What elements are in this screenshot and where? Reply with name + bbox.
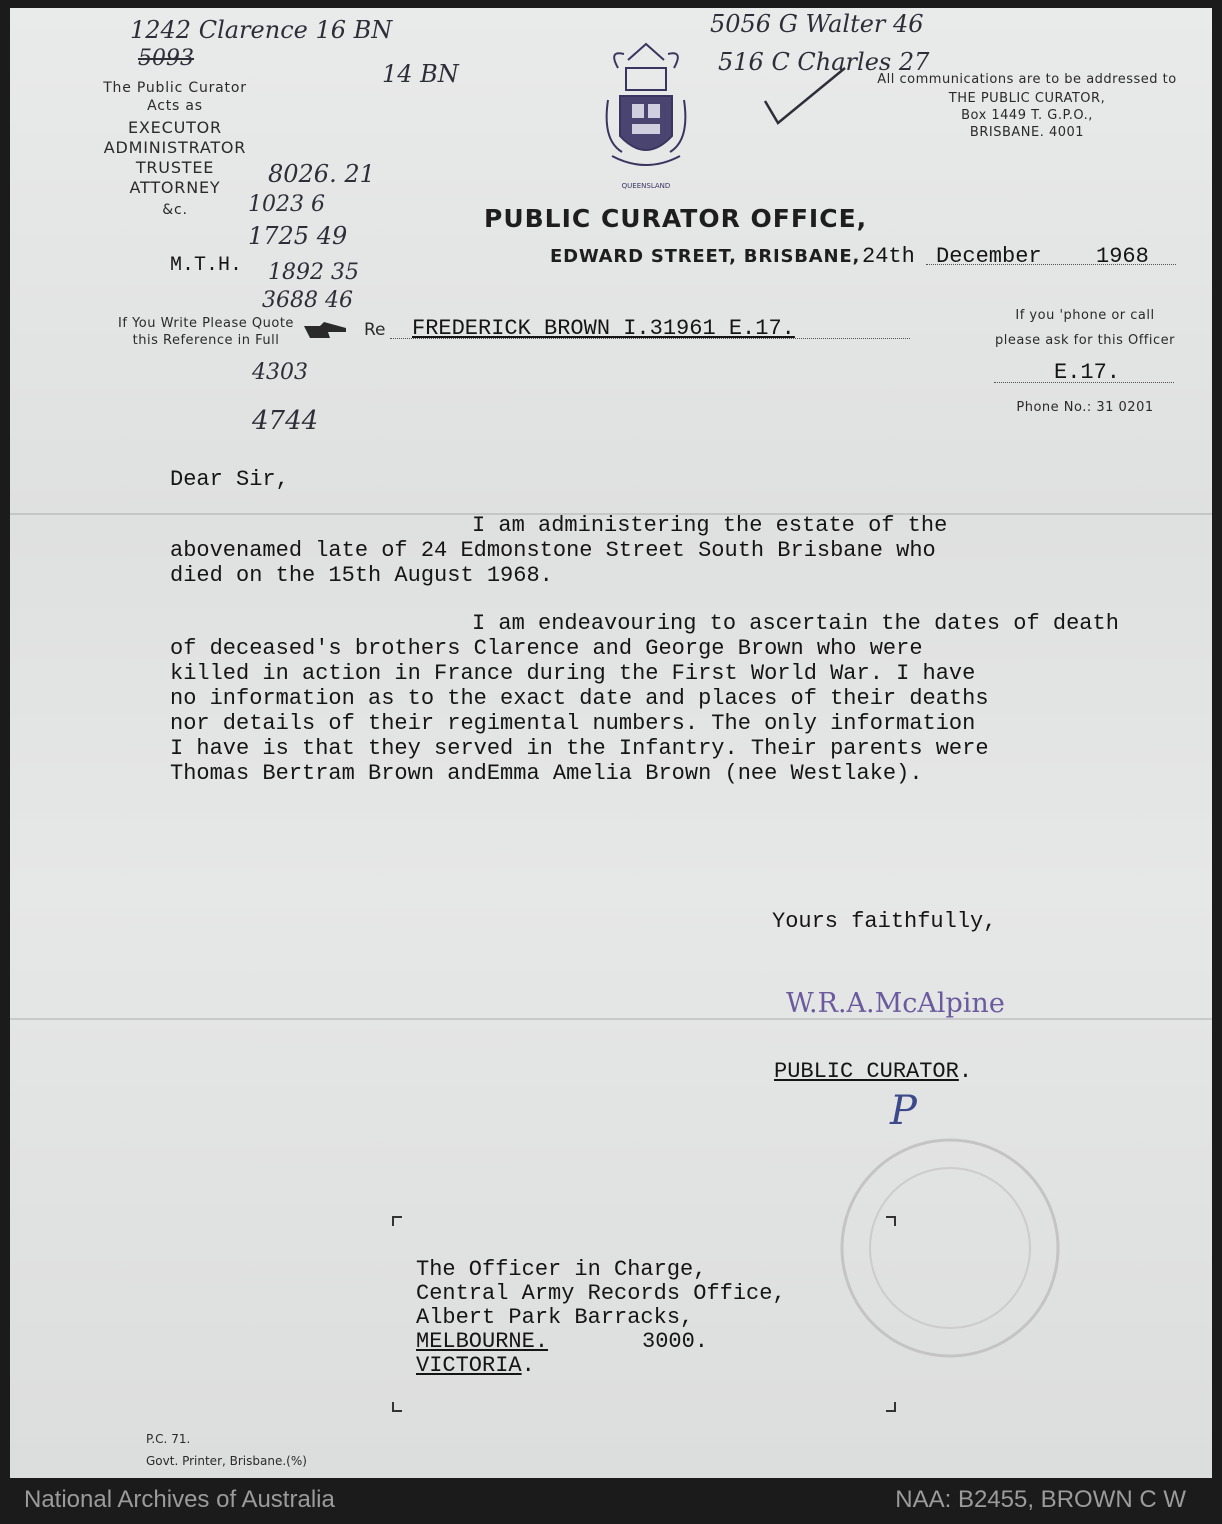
- handwritten-number-5: 3688 46: [262, 288, 353, 313]
- queensland-crest-emblem: [598, 40, 694, 190]
- call-notice-line-1: If you 'phone or call: [1015, 308, 1155, 323]
- handwritten-crossed-number: 5093: [138, 46, 194, 71]
- acts-as: Acts as: [147, 98, 203, 114]
- role-trustee: TRUSTEE: [135, 158, 215, 177]
- paragraph-1-line-2: abovenamed late of 24 Edmonstone Street South Brisbane who: [170, 538, 936, 563]
- re-label: Re: [364, 320, 386, 340]
- handwritten-number-3: 1725 49: [248, 222, 348, 250]
- handwritten-number-6: 4303: [252, 360, 308, 385]
- letter-date-year: 1968: [1096, 244, 1149, 269]
- closing: Yours faithfully,: [772, 909, 997, 934]
- role-etc: &c.: [162, 202, 188, 218]
- paragraph-2-line-5: nor details of their regimental numbers. The only information: [170, 711, 976, 736]
- window-corner-bottom-right: [886, 1402, 896, 1412]
- handwritten-note-top-right-2: 516 C Charles 27: [718, 48, 930, 76]
- role-administrator: ADMINISTRATOR: [103, 138, 247, 157]
- handwritten-number-1: 8026. 21: [268, 160, 375, 188]
- office-street: EDWARD STREET, BRISBANE,: [550, 246, 861, 267]
- crest-label: QUEENSLAND: [621, 182, 671, 190]
- window-corner-top-left: [392, 1216, 402, 1226]
- recipient-city: MELBOURNE.: [416, 1329, 549, 1354]
- handwritten-number-4: 1892 35: [268, 260, 359, 285]
- paragraph-2-line-6: I have is that they served in the Infantry. Their parents were: [170, 736, 989, 761]
- recipient-postcode: 3000.: [642, 1329, 709, 1354]
- archive-watermark: National Archives of Australia: [24, 1486, 335, 1513]
- recipient-line-3: Albert Park Barracks,: [416, 1305, 694, 1330]
- signatory-title-text: PUBLIC CURATOR: [774, 1059, 959, 1084]
- recipient-line-2: Central Army Records Office,: [416, 1281, 786, 1306]
- paragraph-2-line-3: killed in action in France during the First World War. I have: [170, 661, 976, 686]
- reference-subject: FREDERICK BROWN I.31961 E.17.: [412, 316, 795, 341]
- quote-ref-line-1: If You Write Please Quote: [118, 316, 294, 331]
- document-page: [10, 8, 1212, 1478]
- handwritten-number-2: 1023 6: [248, 192, 325, 217]
- address-notice-line-1: All communications are to be addressed to: [877, 72, 1177, 87]
- archive-reference: NAA: B2455, BROWN C W: [895, 1486, 1186, 1513]
- recipient-state: VICTORIA.: [416, 1353, 535, 1378]
- letter-date-month: December: [936, 244, 1042, 269]
- office-title: PUBLIC CURATOR OFFICE,: [484, 204, 868, 233]
- paragraph-2-line-2: of deceased's brothers Clarence and George Brown who were: [170, 636, 923, 661]
- handwritten-initial: P: [890, 1088, 917, 1134]
- address-notice-line-2: THE PUBLIC CURATOR,: [948, 91, 1106, 106]
- paragraph-2-line-4: no information as to the exact date and places of their deaths: [170, 686, 989, 711]
- address-notice-line-3: Box 1449 T. G.P.O.,: [961, 108, 1093, 123]
- recipient-state-text: VICTORIA: [416, 1353, 522, 1378]
- fold-line: [10, 1018, 1212, 1020]
- window-corner-bottom-left: [392, 1402, 402, 1412]
- handwritten-number-7: 4744: [252, 406, 319, 436]
- paragraph-1-line-1: I am administering the estate of the: [472, 513, 948, 538]
- handwritten-note-top-right-1: 5056 G Walter 46: [710, 10, 924, 38]
- handwritten-note-top-left: 1242 Clarence 16 BN: [130, 16, 393, 44]
- handwritten-note-battalion: 14 BN: [382, 60, 459, 88]
- pointing-hand-icon: [302, 320, 352, 342]
- window-corner-top-right: [886, 1216, 896, 1226]
- paragraph-2-line-1: I am endeavouring to ascertain the dates of death: [472, 611, 1119, 636]
- signature-stamp: W.R.A.McAlpine: [786, 988, 1005, 1019]
- role-attorney: ATTORNEY: [129, 178, 221, 197]
- quote-ref-line-2: this Reference in Full: [132, 333, 280, 348]
- handwritten-checkmark: [760, 63, 850, 133]
- acts-intro: The Public Curator: [103, 80, 247, 96]
- paragraph-2-line-7: Thomas Bertram Brown andEmma Amelia Brown (nee Westlake).: [170, 761, 923, 786]
- signatory-title: PUBLIC CURATOR.: [774, 1059, 973, 1084]
- officer-reference: E.17.: [1054, 360, 1121, 385]
- form-code: P.C. 71.: [146, 1432, 191, 1446]
- call-notice-line-2: please ask for this Officer: [995, 333, 1175, 348]
- typist-initials: M.T.H.: [170, 254, 243, 277]
- paragraph-1-line-3: died on the 15th August 1968.: [170, 563, 553, 588]
- phone-number: Phone No.: 31 0201: [1016, 400, 1154, 415]
- address-notice-line-4: BRISBANE. 4001: [969, 125, 1085, 140]
- letter-date-day: 24th: [862, 244, 915, 269]
- faint-receipt-stamp: [830, 1128, 1070, 1368]
- printer-credit: Govt. Printer, Brisbane.(%): [146, 1454, 307, 1468]
- salutation: Dear Sir,: [170, 467, 289, 492]
- recipient-line-1: The Officer in Charge,: [416, 1257, 707, 1282]
- role-executor: EXECUTOR: [128, 118, 222, 137]
